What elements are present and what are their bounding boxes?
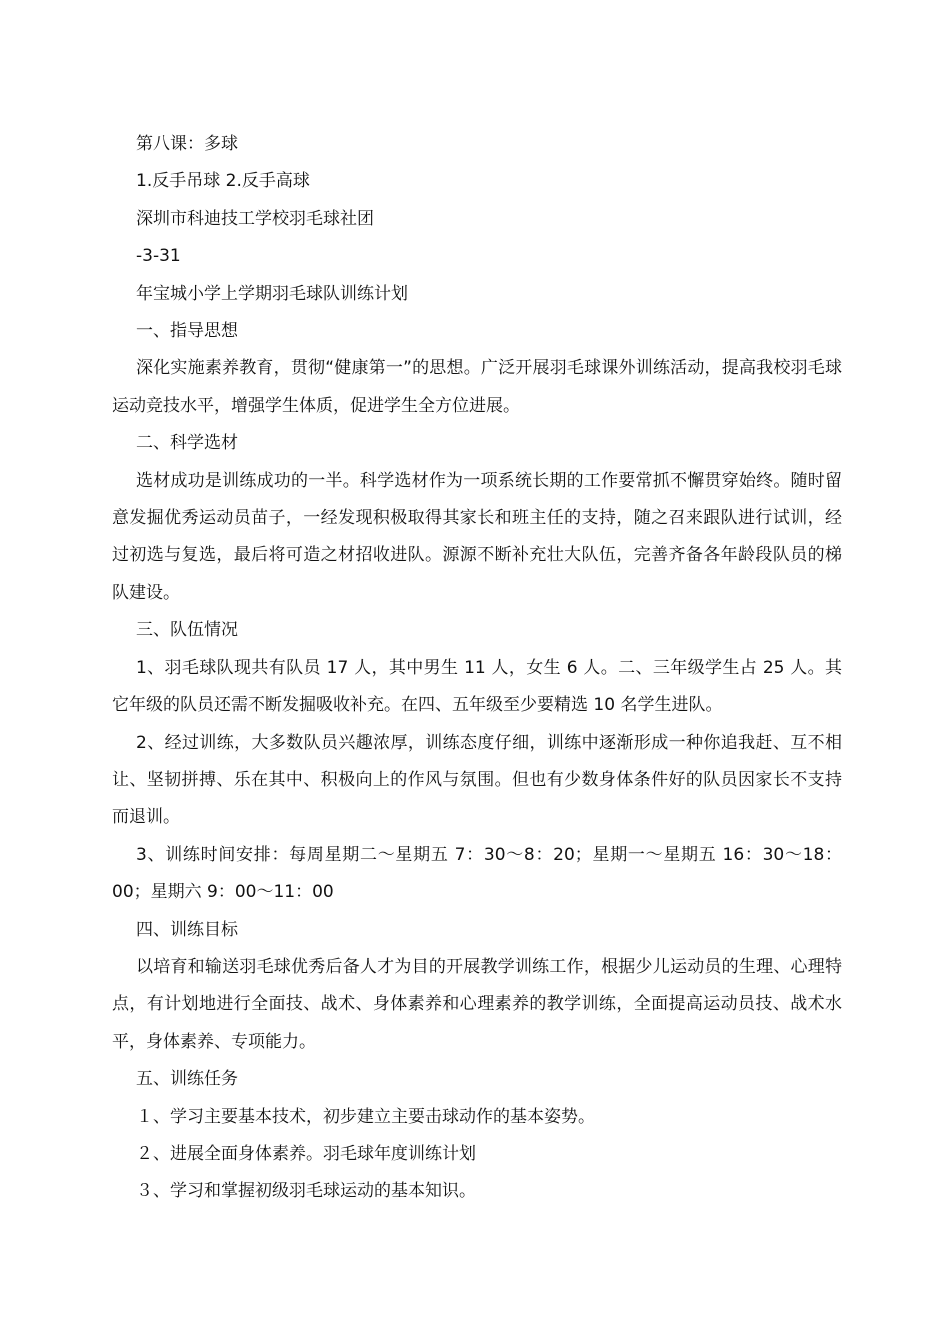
training-task-1: １、学习主要基本技术，初步建立主要击球动作的基本姿势。 [136, 1106, 595, 1127]
team-status-paragraph-2: 2、经过训练，大多数队员兴趣浓厚，训练态度仔细，训练中逐渐形成一种你追我赶、互不相让、坚韧拼搏、乐在其中、积极向上的作风与氛围。但也有少数身体条件好的队员因家长不支持而退训。 [112, 732, 842, 828]
team-status-paragraph-1: 1、羽毛球队现共有队员 17 人，其中男生 11 人，女生 6 人。二、三年级学生占 25 人。其它年级的队员还需不断发掘吸收补充。在四、五年级至少要精选 10 名学生进队。 [112, 657, 842, 716]
section-body-scientific-selection: 选材成功是训练成功的一半。科学选材作为一项系统长期的工作要常抓不懈贯穿始终。随时留意发掘优秀运动员苗子，一经发现积极取得其家长和班主任的支持，随之召来跟队进行试训，经过初选与复选，最后将可造之材招收进队。源源不断补充壮大队伍，完善齐备各年龄段队员的梯队建设。 [112, 470, 842, 603]
lesson-heading: 第八课：多球 [136, 134, 238, 154]
training-task-3: ３、学习和掌握初级羽毛球运动的基本知识。 [136, 1181, 476, 1202]
section-body-training-goals: 以培育和输送羽毛球优秀后备人才为目的开展教学训练工作，根据少儿运动员的生理、心理特点，有计划地进行全面技、战术、身体素养和心理素养的教学训练，全面提高运动员技、战术水平，身体素养、专项能力。 [112, 956, 842, 1052]
plan-title: 年宝城小学上学期羽毛球队训练计划 [136, 283, 408, 304]
section-heading-training-tasks: 五、训练任务 [136, 1069, 238, 1090]
document-content [112, 126, 842, 1211]
training-task-2: ２、进展全面身体素养。羽毛球年度训练计划 [136, 1143, 476, 1164]
school-club: 深圳市科迪技工学校羽毛球社团 [136, 208, 374, 229]
team-status-paragraph-3: 3、训练时间安排：每周星期二～星期五 7：30～8：20；星期一～星期五 16：30～18：00；星期六 9：00～11：00 [112, 844, 842, 903]
document-date: -3-31 [136, 246, 181, 267]
section-heading-guiding-ideology: 一、指导思想 [136, 321, 238, 342]
lesson-items: 1.反手吊球 2.反手高球 [136, 171, 310, 192]
section-heading-team-status: 三、队伍情况 [136, 620, 238, 641]
section-body-guiding-ideology: 深化实施素养教育，贯彻“健康第一”的思想。广泛开展羽毛球课外训练活动，提高我校羽毛球运动竞技水平，增强学生体质，促进学生全方位进展。 [112, 358, 842, 416]
section-heading-scientific-selection: 二、科学选材 [136, 433, 238, 454]
section-heading-training-goals: 四、训练目标 [136, 919, 238, 940]
